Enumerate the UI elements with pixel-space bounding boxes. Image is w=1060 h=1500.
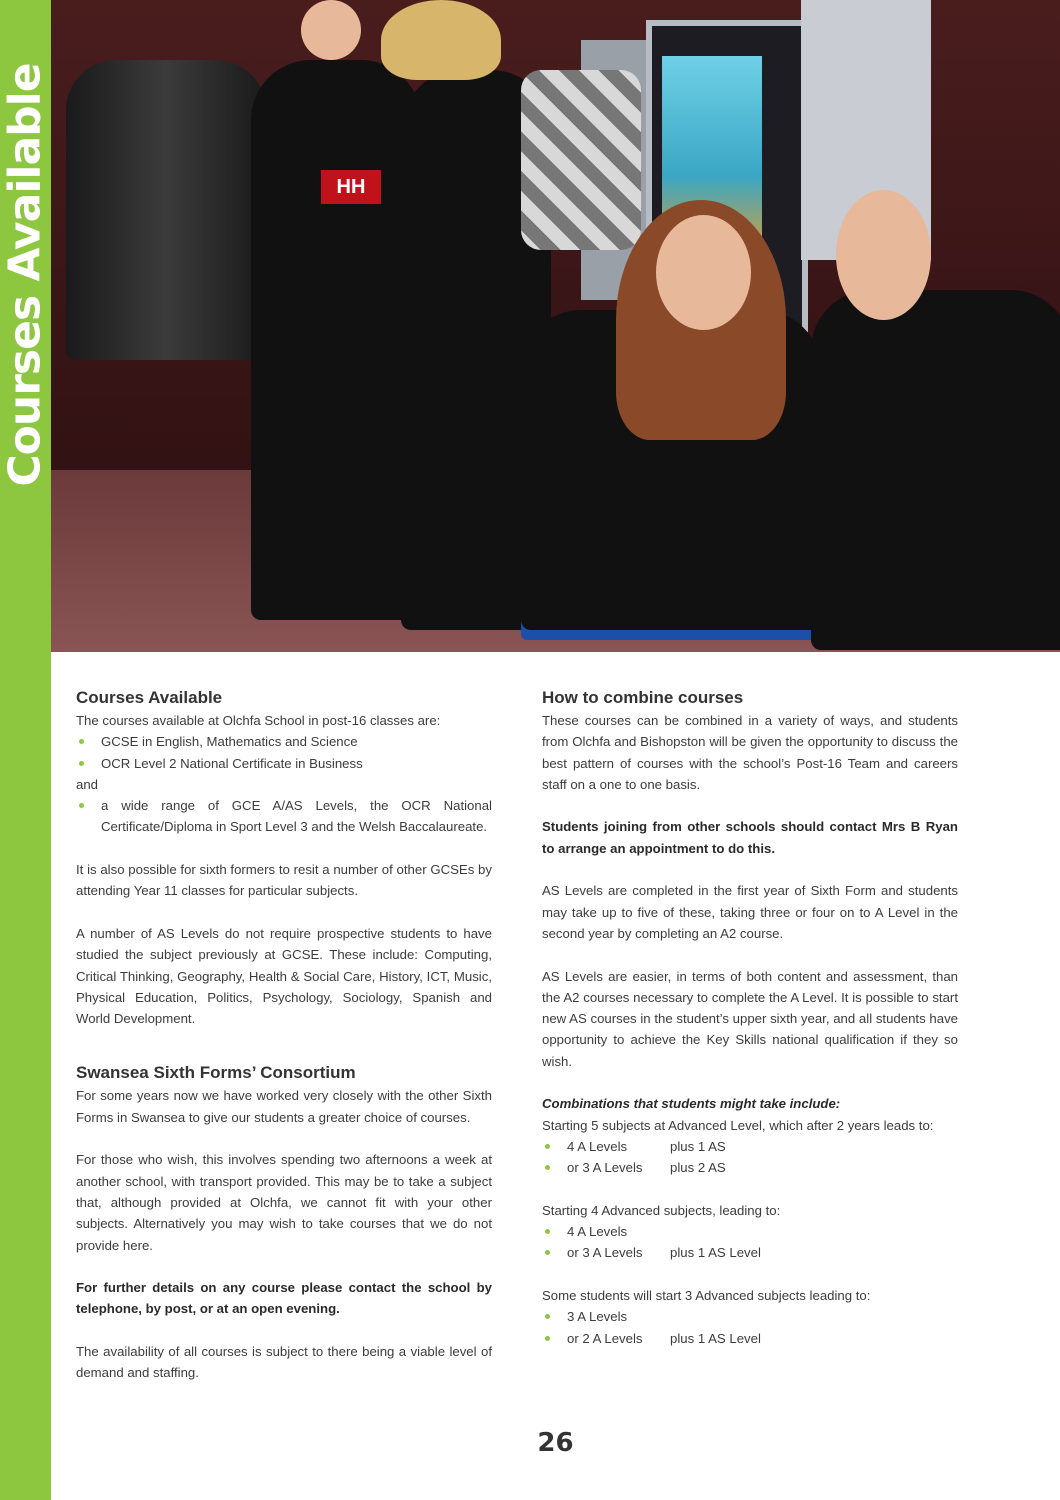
- combo-a: or 2 A Levels: [567, 1330, 643, 1346]
- photo-person-boy: [811, 290, 1060, 650]
- combo-a: or 3 A Levels: [567, 1245, 643, 1261]
- combo-a: or 3 A Levels: [567, 1160, 643, 1176]
- as-completed-text: AS Levels are completed in the first year of Sixth Form and students may take up to five of these, taking three or four on to A Level in the second year by completing an A2 course.: [542, 883, 958, 941]
- list-item: [542, 1328, 958, 1349]
- sidebar-title: Courses Available: [0, 63, 51, 487]
- list-item: GCSE in English, Mathematics and Science: [76, 731, 492, 752]
- further-details-text: For further details on any course please contact the school by telephone, by post, or at an open evening.: [76, 1280, 492, 1317]
- photo-person-center: [251, 60, 421, 620]
- list-item: [542, 1157, 958, 1178]
- group2-list: [542, 1221, 958, 1264]
- left-column: [76, 686, 492, 1384]
- photo-backpack: [521, 70, 641, 250]
- combine-text: These courses can be combined in a variety of ways, and students from Olchfa and Bishopston will be given the opportunity to discuss the best pattern of courses with the school’s Post-16 Team and careers staff on a one to one basis.: [542, 713, 958, 792]
- consortium-text-2: For those who wish, this involves spending two afternoons a week at another school, with transport provided. This may be to take a subject that, although provided at Olchfa, we cannot fit with your other subjects. Alternatively you may wish to take courses that we do not provide here.: [76, 1152, 492, 1253]
- consortium-text-1: For some years now we have worked very closely with the other Sixth Forms in Swansea to give our students a greater choice of courses.: [76, 1088, 492, 1125]
- courses-and: and: [76, 776, 99, 792]
- availability-text: The availability of all courses is subject to there being a viable level of demand and staffing.: [76, 1344, 492, 1381]
- list-item: [542, 1221, 958, 1242]
- combo-b: plus 2 AS: [670, 1160, 726, 1176]
- resit-text: It is also possible for sixth formers to resit a number of other GCSEs by attending Year 11 classes for particular subjects.: [76, 862, 492, 899]
- photo-girl-face: [656, 215, 751, 330]
- courses-intro: The courses available at Olchfa School in post-16 classes are:: [76, 713, 441, 728]
- combo-b: plus 1 AS Level: [670, 1330, 761, 1346]
- group1-list: [542, 1136, 958, 1179]
- courses-heading: Courses Available: [76, 688, 223, 707]
- sidebar-band: [0, 0, 51, 1500]
- page-number: 26: [537, 1428, 574, 1458]
- photo-boy-face: [836, 190, 931, 320]
- group3-intro: Some students will start 3 Advanced subjects leading to:: [542, 1288, 871, 1304]
- as-easier-text: AS Levels are easier, in terms of both content and assessment, than the A2 courses necessary to complete the A Level. It is possible to start new AS courses in the student’s upper sixth year, and all students have opportunity to achieve the Key Skills national qualification if they so wish.: [542, 968, 958, 1069]
- photo-jacket-logo: HH: [321, 170, 381, 204]
- photo-blonde-hair: [381, 0, 501, 80]
- photo-face-center: [301, 0, 361, 60]
- hero-photo: [51, 0, 1060, 652]
- as-levels-text: A number of AS Levels do not require prospective students to have studied the subject previously at GCSE. These include: Computing, Critical Thinking, Geography, Health & Social Care, History, ICT, Music, Physical Education, Politics, Psychology, Sociology, Spanish and World Development.: [76, 925, 492, 1027]
- combo-a: 4 A Levels: [567, 1138, 628, 1154]
- photo-person-leather-jacket: [66, 60, 266, 360]
- combo-b: plus 1 AS Level: [670, 1245, 761, 1261]
- group1-intro: Starting 5 subjects at Advanced Level, which after 2 years leads to:: [542, 1117, 934, 1133]
- courses-list: [76, 731, 492, 774]
- right-column: [542, 686, 958, 1349]
- group3-list: [542, 1306, 958, 1349]
- group2-intro: Starting 4 Advanced subjects, leading to:: [542, 1202, 781, 1218]
- list-item: [542, 1242, 958, 1263]
- combo-a: 4 A Levels: [567, 1224, 628, 1240]
- consortium-heading: Swansea Sixth Forms’ Consortium: [76, 1063, 356, 1083]
- joining-text: Students joining from other schools should contact Mrs B Ryan to arrange an appointment to do this.: [542, 819, 958, 856]
- list-item: [542, 1306, 958, 1327]
- list-item: OCR Level 2 National Certificate in Business: [76, 753, 492, 774]
- combinations-heading: Combinations that students might take include:: [542, 1096, 841, 1112]
- combo-b: plus 1 AS: [670, 1138, 726, 1154]
- combo-a: 3 A Levels: [567, 1309, 628, 1325]
- list-item: a wide range of GCE A/AS Levels, the OCR National Certificate/Diploma in Sport Level 3 and the Welsh Baccalaureate.: [76, 795, 492, 838]
- list-item: [542, 1136, 958, 1157]
- courses-list-2: [76, 795, 492, 838]
- combine-heading: How to combine courses: [542, 688, 744, 707]
